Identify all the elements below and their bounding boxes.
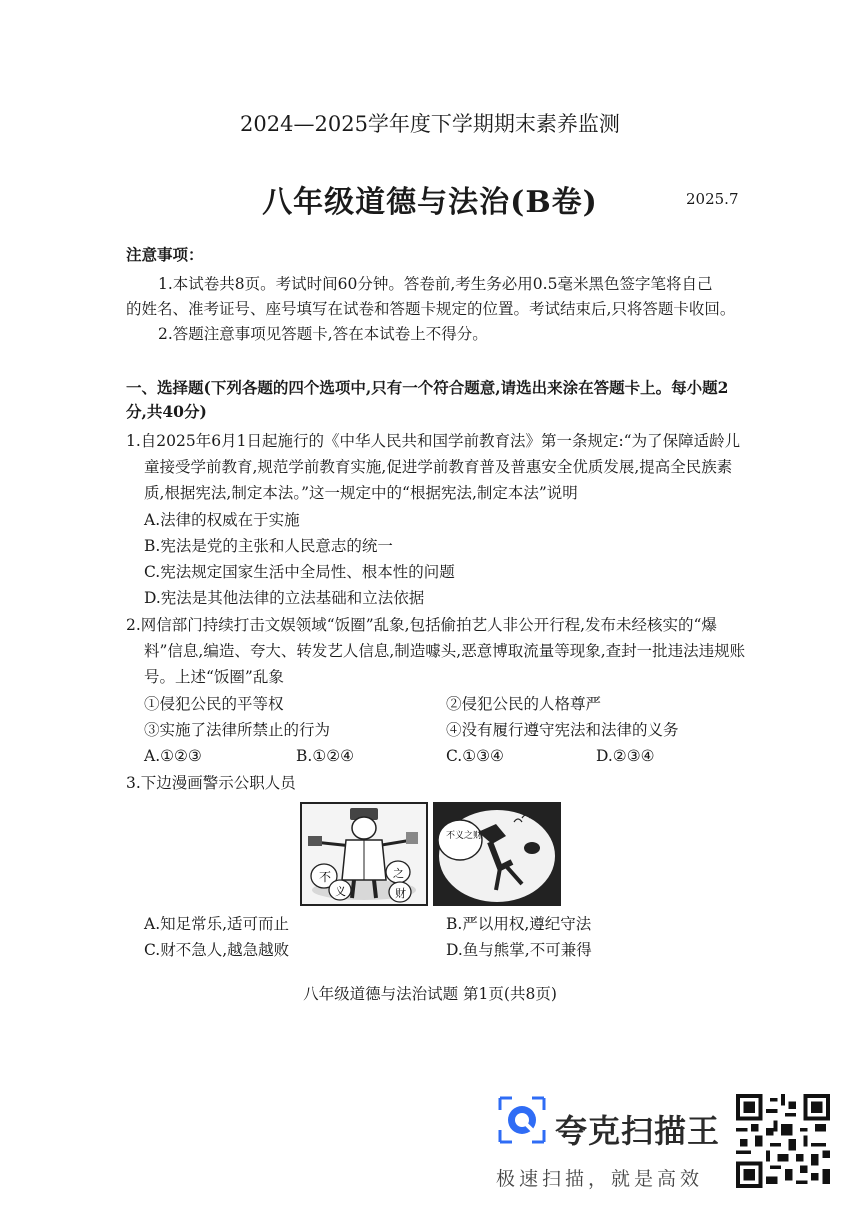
qr-code bbox=[736, 1094, 830, 1188]
q3-option-a: A.知足常乐,适可而止 bbox=[144, 915, 290, 933]
q1-stem-line: 童接受学前教育,规范学前教育实施,促进学前教育普及普惠安全优质发展,提高全民族素 bbox=[144, 458, 733, 476]
bag-text: 不 bbox=[319, 870, 332, 884]
q3-option-c: C.财不急人,越急越败 bbox=[144, 941, 290, 959]
cartoon-panel-left bbox=[301, 803, 427, 905]
notice-item-2: 2.答题注意事项见答题卡,答在本试卷上不得分。 bbox=[158, 325, 488, 343]
q2-statement-4: ④没有履行遵守宪法和法律的义务 bbox=[446, 721, 679, 739]
q2-statement-1: ①侵犯公民的平等权 bbox=[144, 695, 284, 713]
q3-option-d: D.鱼与熊掌,不可兼得 bbox=[446, 941, 592, 959]
q2-choice-a: A.①②③ bbox=[144, 747, 202, 765]
notice-item-1-cont: 的姓名、准考证号、座号填写在试卷和答题卡规定的位置。考试结束后,只将答题卡收回。 bbox=[126, 300, 736, 318]
q2-choice-d: D.②③④ bbox=[596, 747, 655, 765]
watermark-slogan: 极速扫描，就是高效 bbox=[496, 1168, 704, 1190]
notice-heading: 注意事项： bbox=[126, 245, 204, 264]
q2-choice-c: C.①③④ bbox=[446, 747, 504, 765]
q2-choice-b: B.①②④ bbox=[296, 747, 355, 765]
q1-option-b: B.宪法是党的主张和人民意志的统一 bbox=[144, 537, 393, 555]
bag-text: 财 bbox=[395, 887, 406, 900]
exam-subtitle: 2024—2025学年度下学期期末素养监测 bbox=[240, 112, 620, 136]
quark-logo-icon bbox=[496, 1094, 548, 1146]
section-heading: 一、选择题(下列各题的四个选项中,只有一个符合题意,请选出来涂在答题卡上。每小题2 bbox=[126, 378, 729, 397]
bag-text: 不义之财 bbox=[446, 831, 483, 841]
q2-stem-line: 2.网信部门持续打击文娱领域“饭圈”乱象,包括偷拍艺人非公开行程,发布未经核实的“爆 bbox=[126, 616, 717, 634]
q1-option-d: D.宪法是其他法律的立法基础和立法依据 bbox=[144, 589, 425, 607]
bag-text: 之 bbox=[393, 867, 404, 880]
q2-stem-line: 料”信息,编造、夸大、转发艺人信息,制造噱头,恶意博取流量等现象,查封一批违法违规账 bbox=[144, 642, 746, 660]
q3-cartoon bbox=[300, 802, 562, 906]
q3-option-b: B.严以用权,遵纪守法 bbox=[446, 915, 592, 933]
q1-option-c: C.宪法规定国家生活中全局性、根本性的问题 bbox=[144, 563, 455, 581]
exam-date: 2025.7 bbox=[686, 190, 739, 208]
q2-statement-3: ③实施了法律所禁止的行为 bbox=[144, 721, 331, 739]
section-heading-cont: 分,共40分) bbox=[126, 402, 207, 421]
q2-statement-2: ②侵犯公民的人格尊严 bbox=[446, 695, 602, 713]
q3-stem: 3.下边漫画警示公职人员 bbox=[126, 774, 296, 792]
bag-text: 义 bbox=[335, 885, 346, 898]
cartoon-panel-right bbox=[434, 803, 560, 905]
q2-stem-line: 号。上述“饭圈”乱象 bbox=[144, 668, 284, 686]
notice-item-1: 1.本试卷共8页。考试时间60分钟。答卷前,考生务必用0.5毫米黑色签字笔将自己 bbox=[158, 275, 713, 293]
q1-option-a: A.法律的权威在于实施 bbox=[144, 511, 300, 529]
q1-stem-line: 质,根据宪法,制定本法。”这一规定中的“根据宪法,制定本法”说明 bbox=[144, 484, 578, 502]
page-footer: 八年级道德与法治试题 第1页(共8页) bbox=[303, 985, 557, 1003]
q1-stem-line: 1.自2025年6月1日起施行的《中华人民共和国学前教育法》第一条规定:“为了保障适龄儿 bbox=[126, 432, 741, 450]
watermark-brand: 夸克扫描王 bbox=[555, 1112, 721, 1150]
exam-title: 八年级道德与法治(B卷) bbox=[262, 185, 598, 220]
